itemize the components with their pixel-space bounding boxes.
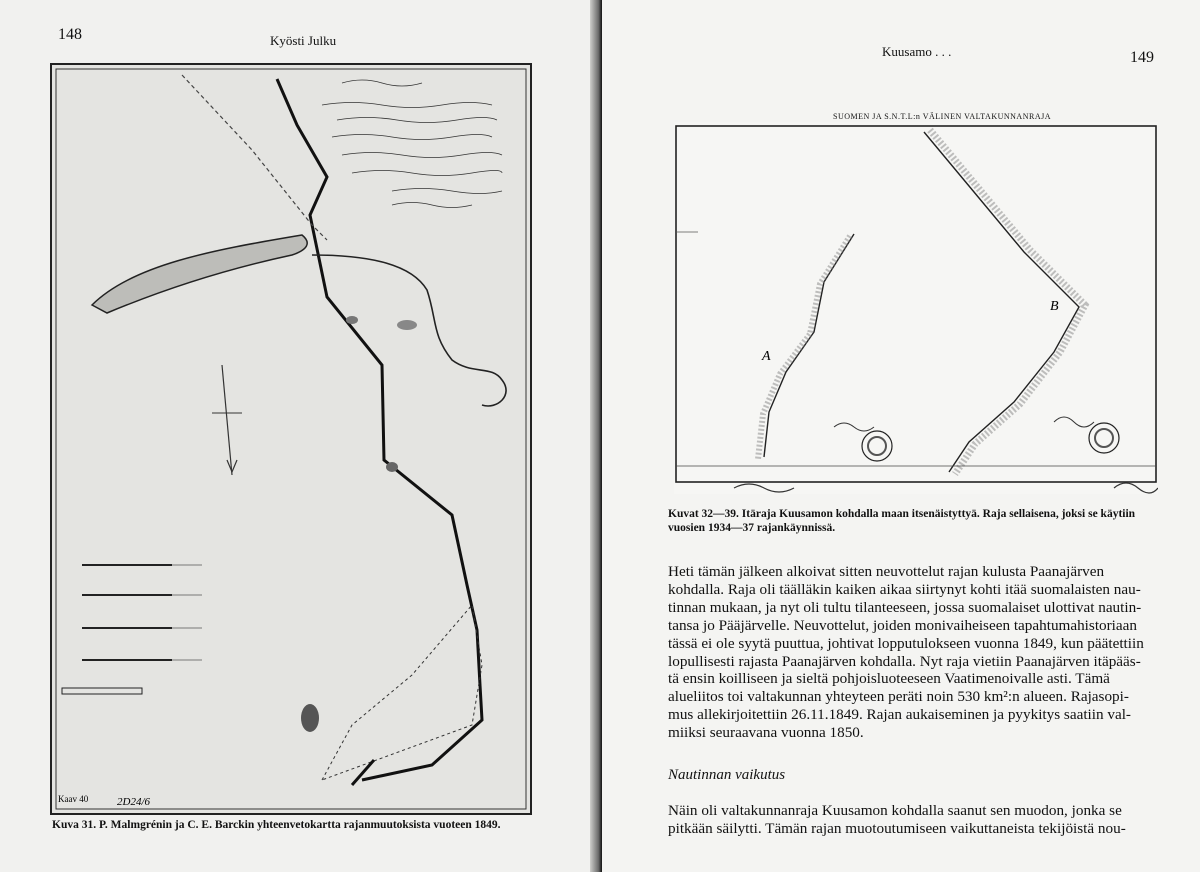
border-line xyxy=(277,79,482,780)
body-paragraph-1: Heti tämän jälkeen alkoivat sitten neuvottelut rajan kulusta Paanajärven kohdalla. Raja oli täälläkin kaiken aikaa siirtynyt kohti itää suomalaisten nau- tinnan mukaan, ja nyt oli tultu tilanteeseen, jossa suomalaiset ulottivat nautin- tansa jo Pääjärvelle. Neuvottelut, joiden monivaiheiseen tapahtumahistoriaan tässä ei ole syytä puuttua, johtivat lopputulokseen vuonna 1849, kun päätettiin lopullisesti rajasta Paanajärven kohdalla. Nyt raja vietiin Paanajärven itäpääs- tä ensin koilliseen ja sieltä pohjoisluoteeseen Vaatimenoivalle asti. Tämä alueliitos toi valtakunnan yhteyteen peräti noin 530 km²:n alueen. Rajasopi- mus allekirjoitettiin 26.11.1849. Rajan aukaiseminen ja pyykitys saatiin val- miiksi seuraavana vuonna 1850. xyxy=(668,563,1144,742)
figure-caption-right: Kuvat 32—39. Itäraja Kuusamon kohdalla maan itsenäistyttyä. Raja sellaisena, joksi se käytiin vuosien 1934—37 rajankäynnissä. xyxy=(668,508,1136,534)
map-stamp-1: Kaav 40 xyxy=(58,794,89,804)
seal-left xyxy=(862,431,892,461)
running-header-right: Kuusamo . . . xyxy=(882,44,952,59)
body-paragraph-2: Näin oli valtakunnanraja Kuusamon kohdalla saanut sen muodon, jonka se pitkään säilytti. Tämän rajan muotoutumiseen vaikuttaneista tekijöistä nou- xyxy=(668,802,1126,837)
border-map-drawing xyxy=(674,122,1158,494)
figure-caption-left: Kuva 31. P. Malmgrénin ja C. E. Barckin yhteenvetokartta rajanmuutoksista vuoteen 1849. xyxy=(52,819,501,831)
border-map-1934 xyxy=(674,122,1158,494)
running-header-left: Kyösti Julku xyxy=(270,33,337,48)
lake-shape xyxy=(92,235,307,313)
section-subheading: Nautinnan vaikutus xyxy=(668,767,786,783)
right-page xyxy=(602,0,1200,872)
historical-border-map xyxy=(50,63,532,815)
left-page xyxy=(0,0,598,872)
map-label-b: B xyxy=(1050,299,1059,314)
river-line xyxy=(312,255,506,406)
map-drawing xyxy=(52,65,530,813)
page-number-right: 149 xyxy=(1130,49,1154,66)
map-stamp-2: 2D24/6 xyxy=(117,796,150,808)
map-label-a: A xyxy=(762,349,771,364)
border-map-title: SUOMEN JA S.N.T.L:n VÄLINEN VALTAKUNNANRAJA xyxy=(833,112,1051,121)
page-number-left: 148 xyxy=(58,26,82,43)
seal-right xyxy=(1089,423,1119,453)
